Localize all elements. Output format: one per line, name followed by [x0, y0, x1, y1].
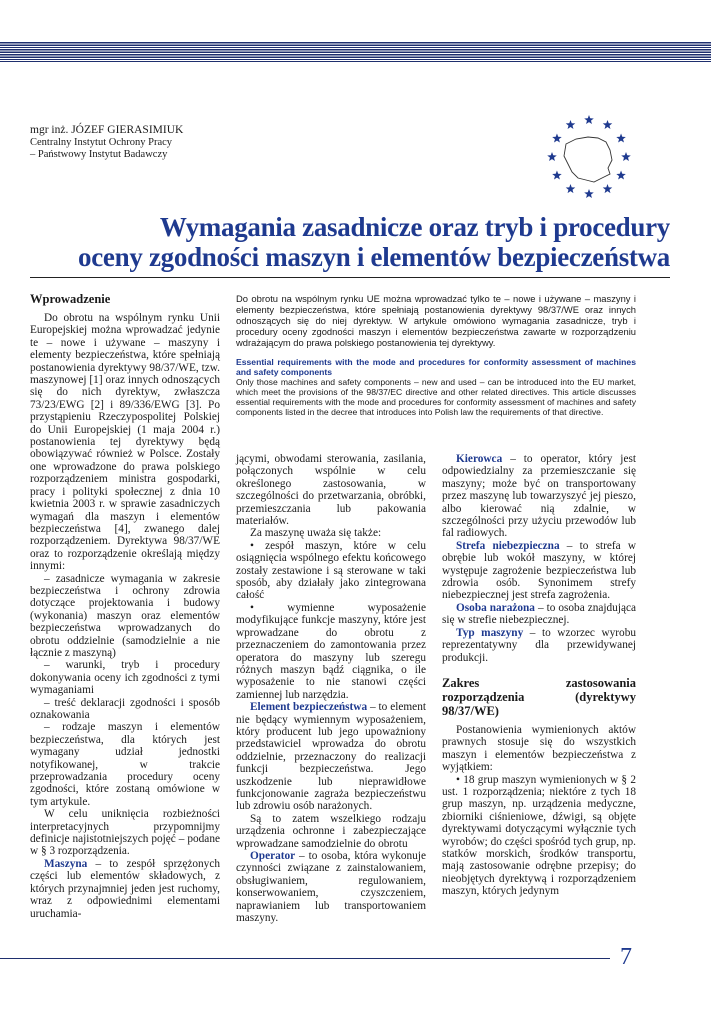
eu-star-icon [552, 134, 562, 143]
bullet-item: • zespół maszyn, które w celu osiągnięcia wspólnego efektu końcowego zostały zestawione i są sterowane w taki sposób, aby działały jako zintegrowana całość [236, 539, 426, 602]
bullet-item: • wymienne wyposażenie modyfikujące funkcje maszyny, które jest wprowadzane do obrotu z przeznaczeniem do zamontowania przez operatora do maszyny lub szeregu różnych maszyn bądź ciągnika, o ile wyposażenie to nie stanowi części zamiennej lub narzędzia. [236, 601, 426, 701]
author-affiliation-2: – Państwowy Instytut Badawczy [30, 149, 168, 160]
page-number: 7 [620, 944, 632, 970]
article-title [30, 212, 670, 272]
title-line-2: oceny zgodności maszyn i elementów bezpieczeństwa [78, 242, 670, 272]
eu-star-icon [616, 171, 626, 180]
paragraph: Do obrotu na wspólnym rynku Unii Europejskiej można wprowadzać jedynie te – nowe i używane – maszyny i elementy bezpieczeństwa, które spełniają postanowienia dyrektywy 98/37/WE, tzw. maszynowej [1] oraz innych odnoszących się do nich dyrektyw, zwłaszcza 73/23/EWG [2] i 89/336/EWG [3]. Po przystąpieniu Rzeczypospolitej Polskiej do Unii Europejskiej (1 maja 2004 r.) postanowienia tej dyrektywy będą obowiązywać również w Polsce. Zostały one wprowadzone do prawa polskiego rozporządzeniem ministra gospodarki, pracy i polityki społecznej z dnia 10 kwietnia 2003 r. w sprawie zasadniczych wymagań dla maszyn i elementów bezpieczeństwa [4], zwanego dalej rozporządzeniem. Dyrektywa 98/37/WE oraz to rozporządzenie określają między innymi: [30, 312, 220, 573]
definition-text: – to wzorzec wyrobu reprezentatywny dla przewidywanej produkcji. [442, 626, 636, 664]
paragraph: – warunki, tryb i procedury dokonywania oceny ich zgodności z tymi wymaganiami [30, 659, 220, 697]
title-divider [30, 277, 670, 278]
eu-stars-poland-map-logo-icon [544, 112, 634, 202]
author-affiliation: Centralny Instytut Ochrony Pracy [30, 137, 173, 148]
footer-divider [0, 958, 610, 959]
abstract-english-title: Essential requirements with the mode and procedures for conformity assessment of machines and safety components [236, 357, 636, 377]
definition-text: – to zespół sprzężonych części lub elementów składowych, z których przynajmniej jeden jest ruchomy, wraz z odpowiednimi elementami uruchamia- [30, 857, 220, 920]
eu-star-icon [584, 115, 594, 124]
eu-star-icon [603, 184, 613, 193]
title-line-1: Wymagania zasadnicze oraz tryb i procedury [159, 212, 670, 242]
eu-star-icon [621, 152, 631, 161]
term-osoba-narazona: Osoba narażona [456, 601, 535, 614]
term-maszyna: Maszyna [44, 857, 88, 870]
eu-star-icon [566, 120, 576, 129]
section-heading-introduction: Wprowadzenie [30, 292, 111, 306]
eu-star-icon [584, 189, 594, 198]
definition-text: – to operator, który jest odpowiedzialny za przemieszczanie się maszyny; może być on transportowany przez maszynę lub towarzyszyć jej pieszo, albo kierować nią zdalnie, w szczególności przy użyciu przewodów lub fal radiowych. [442, 453, 636, 540]
abstract-polish: Do obrotu na wspólnym rynku UE można wprowadzać tylko te – nowe i używane – maszyny i elementy bezpieczeństwa, które spełniają postanowienia dyrektywy 98/37/WE oraz innych odnoszących się do niej dyrektyw. W artykule omówiono wymagania zasadnicze, tryb i procedury oceny zgodności maszyn i elementów bezpieczeństwa zawarte w rozporządzeniu wdrażającym do prawa polskiego postanowienia tej dyrektywy. [236, 293, 636, 348]
paragraph: – rodzaje maszyn i elementów bezpieczeństwa, dla których jest wymagany udział jednostki notyfikowanej, w trakcie przeprowadzania procedury oceny zgodności, które zostaną omówione w tym artykule. [30, 721, 220, 808]
definition-paragraph [442, 453, 636, 540]
term-element-bezpieczenstwa: Element bezpieczeństwa [250, 701, 368, 714]
definition-text: – to osoba, która wykonuje czynności związane z zainstalowaniem, obsługiwaniem, regulowaniem, konserwowaniem, czyszczeniem, naprawianiem lub transportowaniem maszyny. [236, 850, 426, 925]
paragraph: W celu uniknięcia rozbieżności interpretacyjnych przypomnijmy definicje najistotniejszych pojęć – podane w § 3 rozporządzenia. [30, 808, 220, 858]
eu-star-icon [547, 152, 557, 161]
column-3 [442, 453, 636, 898]
definition-paragraph [442, 540, 636, 602]
abstract-block [236, 293, 636, 417]
paragraph: – zasadnicze wymagania w zakresie bezpieczeństwa i ochrony zdrowia dotyczące projektowania i budowy (wykonania) maszyn oraz elementów bezpieczeństwa wprowadzanych do obrotu oddzielnie (samodzielnie a nie łącznie z maszyną) [30, 572, 220, 659]
column-2 [236, 453, 426, 924]
author-name: mgr inż. JÓZEF GIERASIMIUK [30, 124, 184, 136]
paragraph: jącymi, obwodami sterowania, zasilania, połączonych wspólnie w celu określonego zastosowania, w szczególności do przetwarzania, obróbki, przemieszczania lub pakowania materiałów. [236, 453, 426, 528]
eu-star-icon [616, 134, 626, 143]
definition-paragraph [236, 850, 426, 924]
eu-star-icon [552, 171, 562, 180]
eu-star-icon [603, 120, 613, 129]
paragraph: Postanowienia wymienionych aktów prawnych stosuje się do wszystkich maszyn i elementów bezpieczeństwa z wyjątkiem: [442, 723, 636, 774]
term-typ-maszyny: Typ maszyny [456, 626, 524, 639]
definition-text: – to osoba znajdująca się w strefie niebezpiecznej. [442, 601, 636, 627]
definition-paragraph [442, 627, 636, 664]
definition-paragraph [442, 602, 636, 627]
definition-paragraph [30, 858, 220, 920]
paragraph: – treść deklaracji zgodności i sposób oznakowania [30, 696, 220, 721]
definition-paragraph [236, 701, 426, 813]
paragraph: Są to zatem wszelkiego rodzaju urządzenia ochronne i zabezpieczające wprowadzane samodzielnie do obrotu [236, 812, 426, 850]
column-1 [30, 292, 220, 920]
top-decorative-band [0, 42, 711, 62]
term-kierowca: Kierowca [456, 453, 503, 465]
definition-text: – to strefa w obrębie lub wokół maszyny, w której występuje zagrożenie bezpieczeństwa lub zdrowia osób. Synonimem strefy niebezpiecznej jest strefa zagrożenia. [442, 539, 636, 602]
bullet-item: • 18 grup maszyn wymienionych w § 2 ust. 1 rozporządzenia; niektóre z tych 18 grup maszyn, np. urządzenia medyczne, zbiorniki ciśnieniowe, dźwigi, są objęte dyrektywami dotyczącymi wyłącznie tych wyrobów; do części spośród tych grup, np. statków morskich, środków transportu, mają zastosowanie odrębne przepisy; do nieobjętych dyrektywą i rozporządzeniem maszyn, których jedynym [442, 773, 636, 898]
abstract-english: Only those machines and safety components – new and used – can be introduced into the EU market, which meet the provisions of the 98/37/EC directive and other related directives. This article discusses essential requirements with the mode and procedures for conformity assessment of machines and safety components listed in the decree that introduces into Polish law the requirements of that directive. [236, 377, 636, 417]
term-operator: Operator [250, 850, 296, 862]
section-heading-scope: Zakres zastosowania rozporządzenia (dyrektywy 98/37/WE) [442, 675, 636, 718]
author-block [30, 124, 350, 161]
poland-map-outline [564, 137, 612, 182]
eu-star-icon [566, 184, 576, 193]
definition-text: – to element nie będący wymiennym wyposażeniem, który producent lub jego upoważniony przedstawiciel wprowadza do obrotu oddzielnie, przeznaczony do realizacji funkcji bezpieczeństwa. Jego uszkodzenie lub nieprawidłowe funkcjonowanie zagraża bezpieczeństwu lub zdrowiu osób narażonych. [236, 701, 426, 813]
paragraph: Za maszynę uważa się także: [250, 527, 382, 540]
term-strefa-niebezpieczna: Strefa niebezpieczna [456, 539, 560, 552]
